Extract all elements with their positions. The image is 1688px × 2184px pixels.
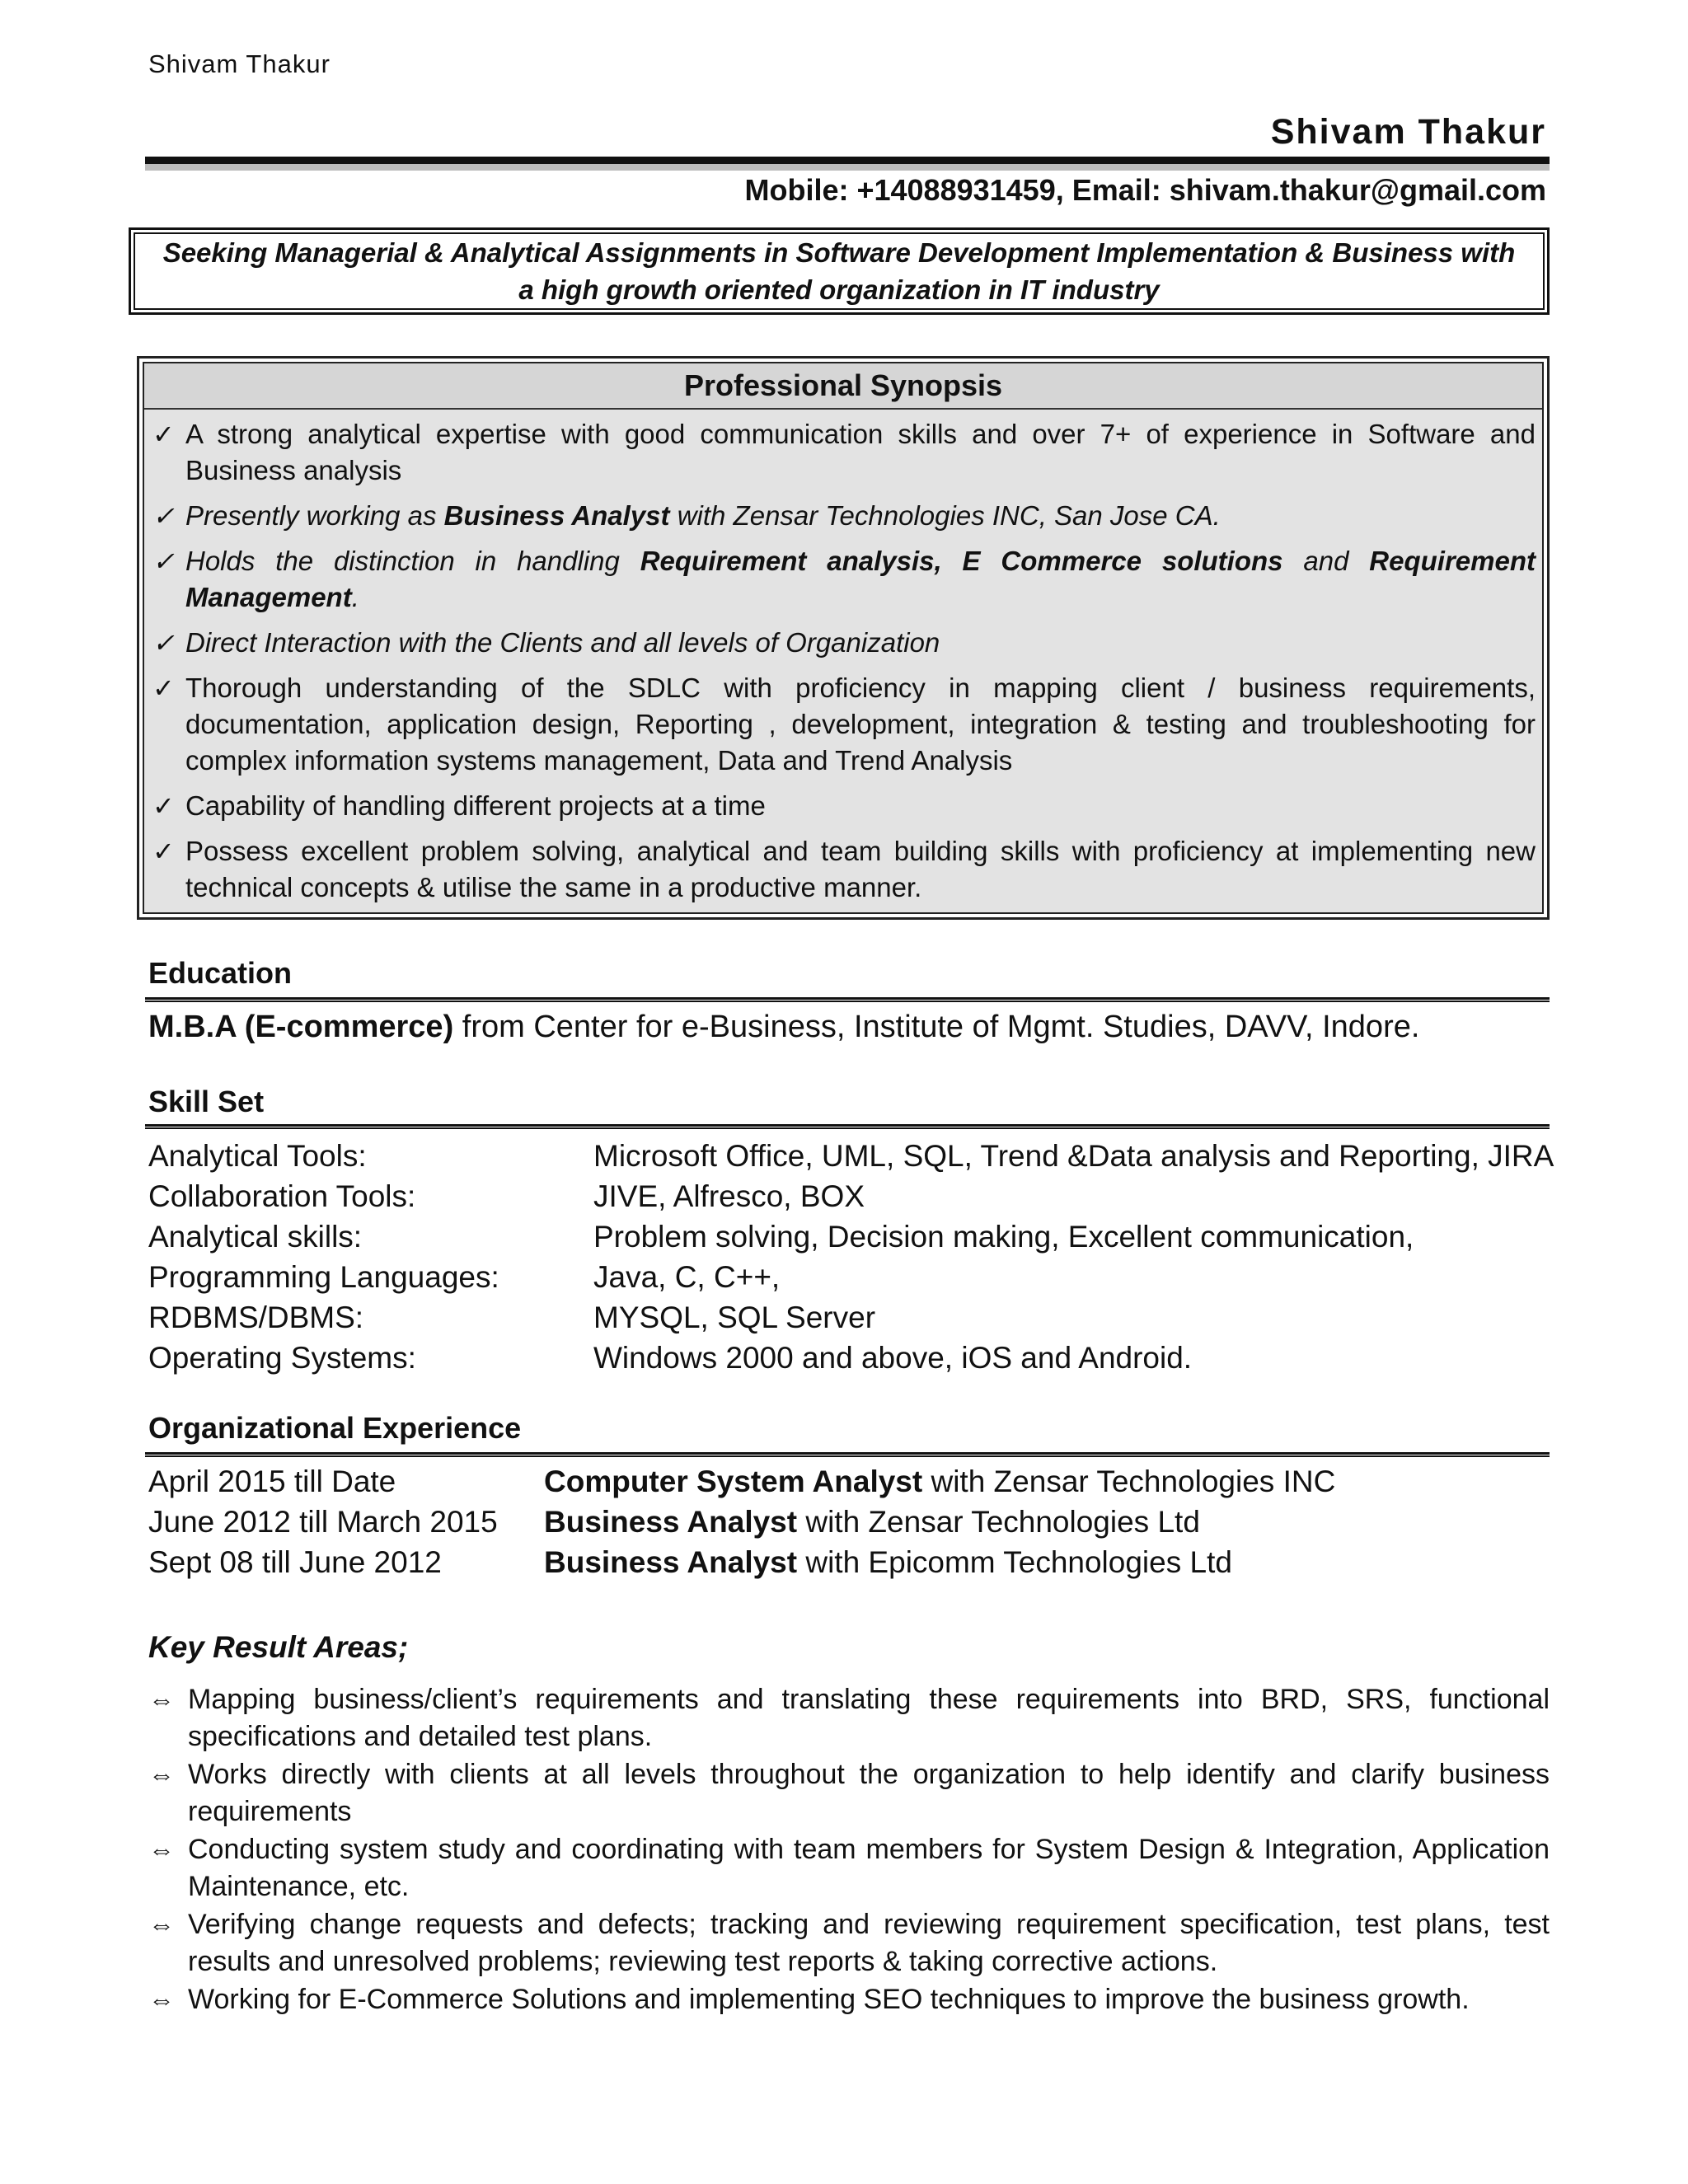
kra-item: ⇔ Works directly with clients at all levels throughout the organization to help identify and clarify business requirements [148,1756,1550,1830]
kra-item: ⇔ Mapping business/client’s requirements and translating these requirements into BRD, SRS, functional specifications and detailed test plans. [148,1681,1550,1755]
checkmark-icon: ✓ [152,419,175,449]
candidate-name: Shivam Thakur [1270,112,1546,152]
synopsis-item: ✓ Holds the distinction in handling Requirement analysis, E Commerce solutions and Requirement Management. [144,543,1542,616]
kra-item: ⇔ Conducting system study and coordinating with team members for System Design & Integration, Application Maintenance, etc. [148,1831,1550,1905]
synopsis-item: ✓ Thorough understanding of the SDLC with proficiency in mapping client / business requirements, documentation, application design, Reporting , development, integration & testing and troubleshooting for complex information systems management, Data and Trend Analysis [144,670,1542,779]
checkmark-icon: ✓ [152,546,175,576]
running-header: Shivam Thakur [148,49,331,78]
experience-rule [145,1452,1550,1457]
checkmark-icon: ✓ [152,628,175,658]
synopsis-item: ✓ Direct Interaction with the Clients and all levels of Organization [144,625,1542,661]
skills-table [148,1136,1554,1378]
double-arrow-icon: ⇔ [148,1835,175,1864]
experience-row: April 2015 till Date Computer System Analyst with Zensar Technologies INC [148,1465,1336,1498]
checkmark-icon: ✓ [152,673,175,703]
skills-rule [145,1124,1550,1129]
name-rule [145,157,1550,164]
double-arrow-icon: ⇔ [148,1910,175,1939]
experience-heading: Organizational Experience [148,1411,522,1445]
synopsis-item: ✓ Capability of handling different projects at a time [144,788,1542,824]
double-arrow-icon: ⇔ [148,1685,175,1714]
checkmark-icon: ✓ [152,837,175,866]
name-rule-shadow [145,164,1550,171]
kra-heading: Key Result Areas; [148,1630,409,1664]
double-arrow-icon: ⇔ [148,1760,175,1789]
experience-table [148,1461,1335,1582]
skill-row: Collaboration Tools: JIVE, Alfresco, BOX [148,1179,865,1213]
synopsis-item: ✓ Possess excellent problem solving, analytical and team building skills with proficiency at implementing new technical concepts & utilise the same in a productive manner. [144,833,1542,906]
degree-detail: from Center for e-Business, Institute of Mgmt. Studies, DAVV, Indore. [453,1010,1420,1044]
synopsis-title: Professional Synopsis [144,363,1542,410]
synopsis-item: ✓ A strong analytical expertise with good communication skills and over 7+ of experience in Software and Business analysis [144,416,1542,489]
skill-row: RDBMS/DBMS: MYSQL, SQL Server [148,1301,876,1334]
skill-row: Programming Languages: Java, C, C++, [148,1260,781,1294]
skill-row: Analytical Tools: Microsoft Office, UML, SQL, Trend &Data analysis and Reporting, JIRA [148,1139,1554,1173]
experience-row: June 2012 till March 2015 Business Analyst with Zensar Technologies Ltd [148,1505,1200,1539]
education-rule [145,997,1550,1002]
checkmark-icon: ✓ [152,501,175,531]
objective-text: Seeking Managerial & Analytical Assignments in Software Development Implementation & Business with a high growth oriented organization in IT industry [134,232,1545,310]
double-arrow-icon: ⇔ [148,1985,175,2014]
synopsis-box [137,356,1550,920]
synopsis-item: ✓ Presently working as Business Analyst with Zensar Technologies INC, San Jose CA. [144,498,1542,534]
kra-list [148,1681,1550,2019]
contact-line: Mobile: +14088931459, Email: shivam.thakur@gmail.com [744,173,1546,207]
kra-item: ⇔ Working for E-Commerce Solutions and implementing SEO techniques to improve the business growth. [148,1981,1550,2018]
checkmark-icon: ✓ [152,791,175,821]
skills-heading: Skill Set [148,1085,265,1118]
experience-row: Sept 08 till June 2012 Business Analyst with Epicomm Technologies Ltd [148,1545,1232,1579]
skill-row: Operating Systems: Windows 2000 and above, iOS and Android. [148,1341,1193,1375]
synopsis-list [144,410,1542,906]
skill-row: Analytical skills: Problem solving, Decision making, Excellent communication, [148,1220,1414,1254]
degree: M.B.A (E-commerce) [148,1010,454,1044]
education-entry [148,1010,1419,1045]
kra-item: ⇔ Verifying change requests and defects; tracking and reviewing requirement specification, test plans, test results and unresolved problems; reviewing test reports & taking corrective actions. [148,1906,1550,1980]
objective-box [129,227,1550,315]
education-heading: Education [148,956,293,990]
